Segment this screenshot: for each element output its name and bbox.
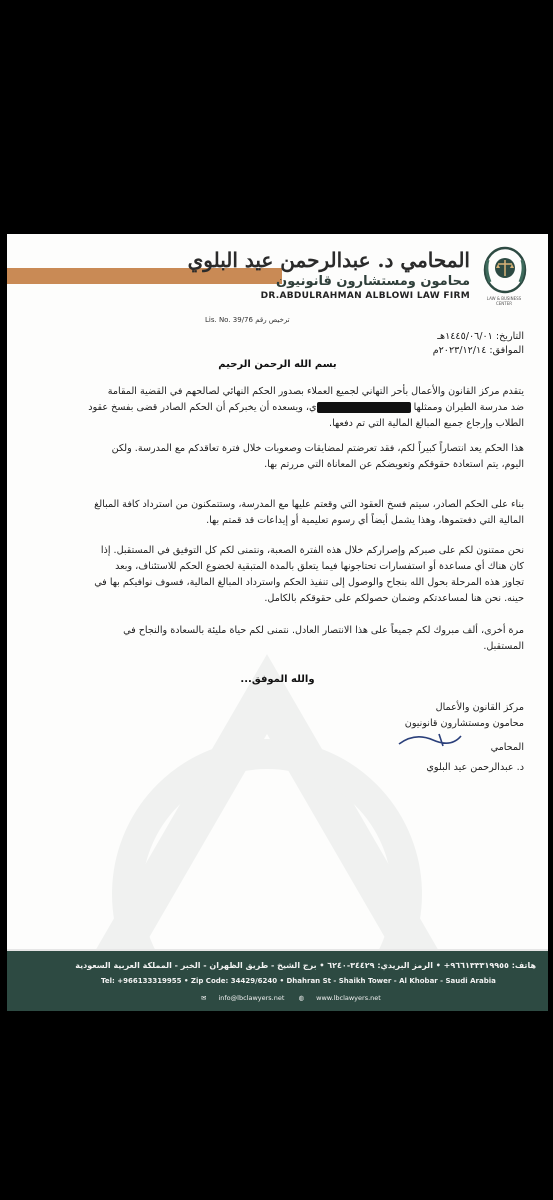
letterhead <box>187 246 528 306</box>
footer-email: info@lbclawyers.net <box>218 994 285 1002</box>
paragraph-text: ي، ويسعده أن يخبركم أن الحكم الصادر قضى بفسخ عقود <box>88 402 317 413</box>
paragraph-line: اليوم، يتم استعادة حقوقكم وتعويضكم عن المعاناة التي مررتم بها. <box>264 459 524 470</box>
scales-of-justice-icon <box>482 246 528 302</box>
letter-dates <box>30 330 524 358</box>
firm-name-english: DR.ABDULRAHMAN ALBLOWI LAW FIRM <box>260 291 470 301</box>
footer-contacts <box>195 994 387 1002</box>
paragraph-line: تجاوز هذه المرحلة بحول الله بنجاح والوصول إلى تنفيذ الحكم واسترداد المبالغ المالية، فسوف نوافيكم بها في <box>94 577 524 588</box>
signature-line: المحامي <box>490 742 524 753</box>
paragraph-text: ضد مدرسة الطيران وممثلها <box>413 402 524 413</box>
paragraph-2 <box>30 441 524 473</box>
paragraph-line: المستقبل. <box>483 641 524 652</box>
paragraph-line: حينه. نحن هنا لمساعدتكم وضمان حصولكم على حقوقكم بالكامل. <box>264 593 524 604</box>
letter-page <box>7 234 548 1011</box>
email-icon: ✉ <box>201 994 207 1002</box>
firm-subtitle-arabic: محامون ومستشارون قانونيون <box>276 274 470 289</box>
license-number: Lis. No. 39/76 ترخيص رقم <box>205 316 290 324</box>
emblem-caption: LAW & BUSINESS CENTER <box>486 296 522 306</box>
redaction-block <box>317 402 411 413</box>
signature-line: د. عبدالرحمن عيد البلوي <box>426 762 524 773</box>
paragraph-line: مرة أخرى، ألف مبروك لكم جميعاً على هذا الانتصار العادل. نتمنى لكم حياة مليئة بالسعادة والنجاح في <box>123 625 524 636</box>
date-gregorian: الموافق: ٢٠٢٣/١٢/١٤م <box>432 345 524 356</box>
paragraph-line: هذا الحكم يعد انتصاراً كبيراً لكم، فقد تعرضتم لمضايقات وصعوبات خلال فترة تعاقدكم مع المدرسة. ولكن <box>111 443 524 454</box>
paragraph-line: الطلاب وإرجاع جميع المبالغ المالية التي تم دفعها. <box>329 418 524 429</box>
globe-icon: ◍ <box>298 994 305 1002</box>
paragraph-line: كان هناك أي مساعدة أو استفسارات تحتاجونها فيما يتعلق بالمدة المتبقية لخضوع الحكم للاستئناف، وبعد <box>115 561 524 572</box>
paragraph-line: المالية التي دفعتموها، وهذا يشمل أيضاً أي رسوم تعليمية أو إيداعات قد قمتم بها. <box>206 515 524 526</box>
paragraph-line: بناء على الحكم الصادر، سيتم فسخ العقود التي وقعتم عليها مع المدرسة، وستتمكنون من استرداد كافة المبالغ <box>94 499 524 510</box>
paragraph-1 <box>30 384 524 432</box>
footer-address-english: Tel: +966133319955 • Zip Code: 34429/6240 • Dhahran St - Shaikh Tower - Al Khobar - Saudi Arabia <box>101 977 496 985</box>
basmala: بسم الله الرحمن الرحيم <box>218 359 337 370</box>
date-hijri: التاريخ: ١٤٤٥/٠٦/٠١هـ <box>437 331 524 342</box>
paragraph-line: يتقدم مركز القانون والأعمال بأحر التهاني لجميع العملاء بصدور الحكم النهائي لصالحهم في القضية المقامة <box>107 386 524 397</box>
paragraph-5 <box>30 623 524 655</box>
footer-address-arabic: هاتف: ٩٦٦١٣٣٣١٩٩٥٥+ • الرمز البريدي: ٣٤٤٢٩-٦٢٤٠ • برج الشيخ - طريق الظهران - الخبر - المملكة العربية السعودية <box>75 961 536 970</box>
paragraph-4 <box>30 543 524 607</box>
paragraph-3 <box>30 497 524 529</box>
footer-divider <box>7 949 548 951</box>
letter-footer <box>7 949 548 1011</box>
signature-line: مركز القانون والأعمال <box>435 702 524 713</box>
closing-phrase: والله الموفق... <box>240 674 315 685</box>
paragraph-line: نحن ممتنون لكم على صبركم وإصراركم خلال هذه الفترة الصعبة، ونتمنى لكم كل التوفيق في المستقبل. إذا <box>100 545 524 556</box>
handwritten-signature <box>395 728 465 750</box>
paragraph-line <box>30 400 524 416</box>
footer-website: www.lbclawyers.net <box>316 994 381 1002</box>
signature-line: محامون ومستشارون قانونيون <box>404 718 524 729</box>
firm-name-arabic: المحامي د. عبدالرحمن عيد البلوي <box>187 248 470 272</box>
